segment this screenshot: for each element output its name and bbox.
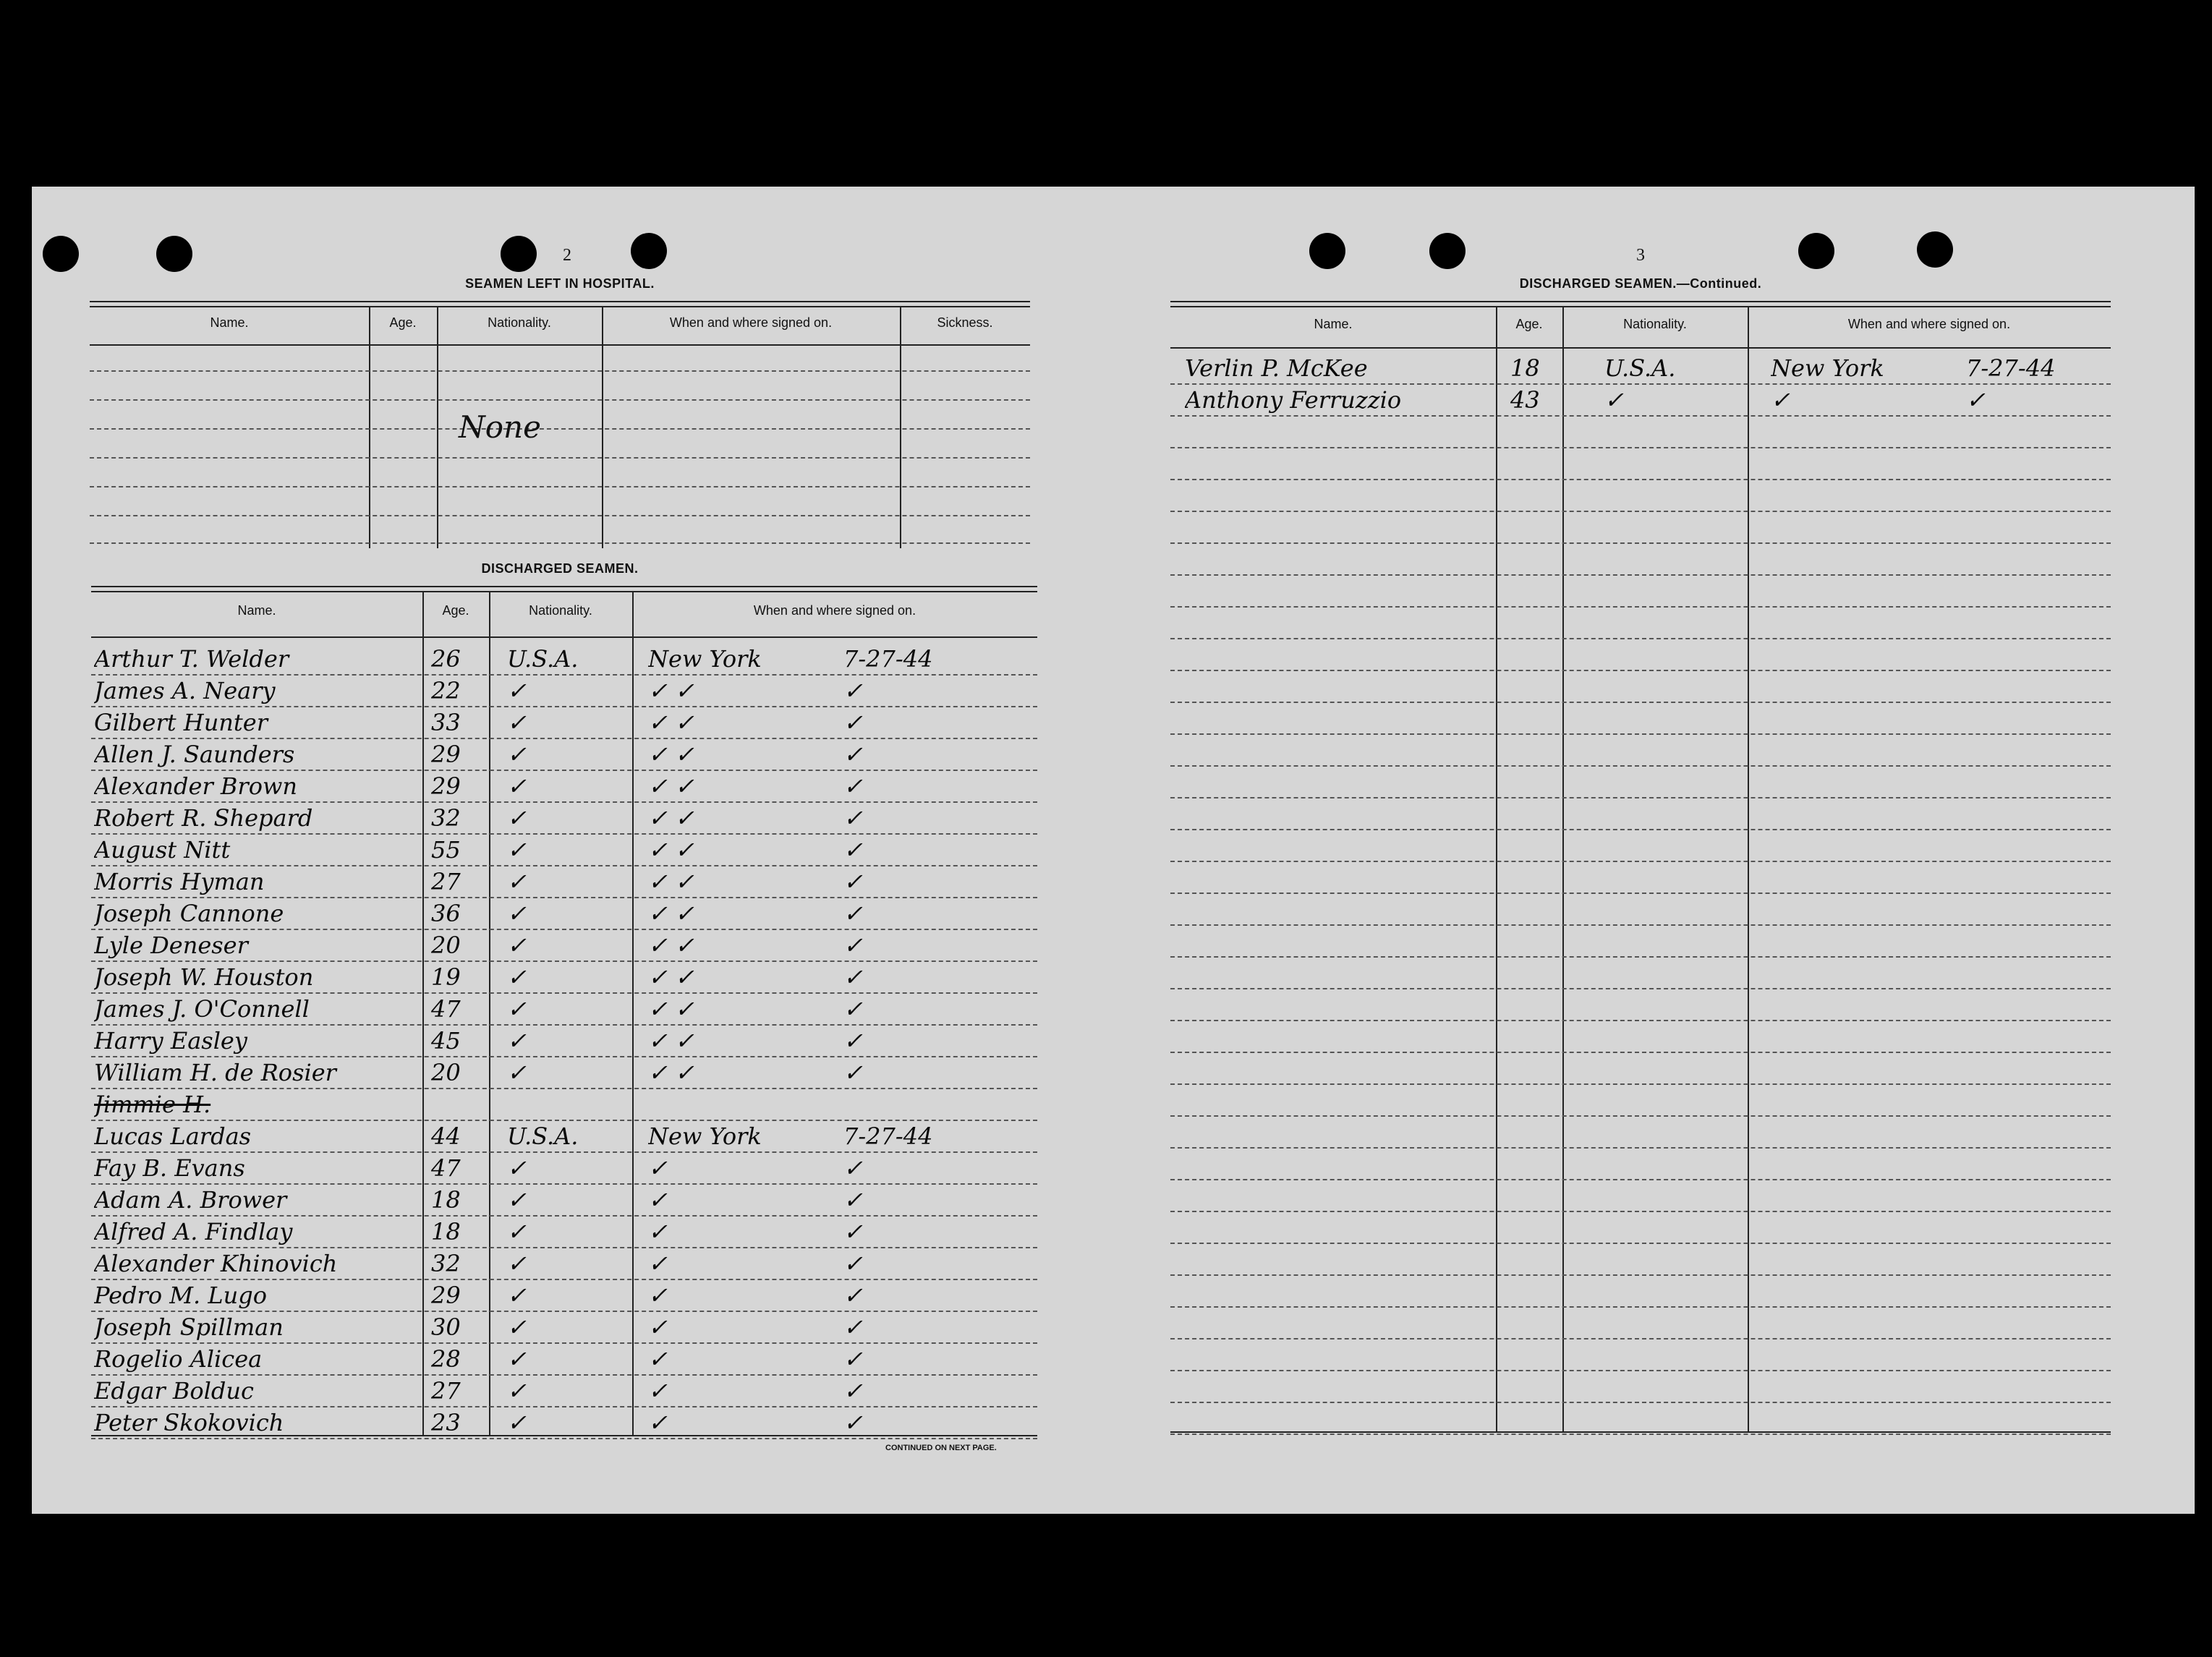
signed-on-date: ✓ bbox=[843, 1282, 863, 1309]
col-name: Name. bbox=[237, 603, 276, 618]
table-row bbox=[91, 1121, 1037, 1153]
table-row bbox=[91, 1026, 1037, 1057]
table-row bbox=[1170, 576, 2111, 608]
seaman-age: 18 bbox=[1510, 354, 1540, 382]
seaman-nationality: U.S.A. bbox=[1604, 354, 1676, 382]
table-row bbox=[1170, 1180, 2111, 1212]
seaman-nationality: ✓ bbox=[507, 1250, 527, 1277]
seaman-name: William H. de Rosier bbox=[94, 1059, 336, 1086]
seaman-nationality: ✓ bbox=[507, 1345, 527, 1373]
signed-on-place: ✓ ✓ bbox=[648, 741, 694, 768]
seaman-nationality: U.S.A. bbox=[507, 645, 579, 673]
table-row bbox=[1170, 926, 2111, 958]
left-page bbox=[90, 187, 1073, 1514]
seaman-nationality: ✓ bbox=[507, 932, 527, 959]
signed-on-place: ✓ ✓ bbox=[648, 932, 694, 959]
table-row bbox=[91, 835, 1037, 866]
seaman-nationality: ✓ bbox=[507, 1313, 527, 1341]
signed-on-place: ✓ ✓ bbox=[648, 1027, 694, 1055]
table-row bbox=[1170, 417, 2111, 448]
table-row bbox=[91, 898, 1037, 930]
col-when-where: When and where signed on. bbox=[669, 315, 833, 330]
page-number: 3 bbox=[1636, 246, 1645, 265]
seaman-nationality: ✓ bbox=[507, 1282, 527, 1309]
seaman-nationality: ✓ bbox=[507, 677, 527, 704]
col-name: Name. bbox=[210, 315, 249, 330]
signed-on-date: 7-27-44 bbox=[843, 645, 933, 673]
signed-on-date: ✓ bbox=[843, 1186, 863, 1214]
table-row bbox=[1170, 1053, 2111, 1085]
col-age: Age. bbox=[389, 315, 417, 330]
table-row bbox=[1170, 1244, 2111, 1276]
table-row bbox=[1170, 703, 2111, 735]
signed-on-place: ✓ ✓ bbox=[648, 836, 694, 864]
seaman-name: Pedro M. Lugo bbox=[94, 1282, 267, 1309]
seaman-name: Peter Skokovich bbox=[94, 1409, 284, 1436]
signed-on-date: ✓ bbox=[843, 772, 863, 800]
seaman-name: James A. Neary bbox=[94, 677, 276, 704]
seaman-age: 18 bbox=[431, 1218, 461, 1245]
col-age: Age. bbox=[442, 603, 469, 618]
table-row bbox=[1170, 830, 2111, 862]
page-number: 2 bbox=[563, 246, 571, 265]
table-row bbox=[91, 1153, 1037, 1185]
col-sickness: Sickness. bbox=[937, 315, 993, 330]
seaman-nationality: ✓ bbox=[507, 709, 527, 736]
table-row bbox=[1170, 958, 2111, 989]
seaman-nationality: ✓ bbox=[507, 1377, 527, 1405]
table-row bbox=[1170, 767, 2111, 798]
signed-on-date: ✓ bbox=[843, 900, 863, 927]
table-row bbox=[91, 930, 1037, 962]
table-row bbox=[1170, 1149, 2111, 1180]
seaman-name: Gilbert Hunter bbox=[94, 709, 268, 736]
seaman-name: Alfred A. Findlay bbox=[94, 1218, 293, 1245]
signed-on-date: ✓ bbox=[843, 804, 863, 832]
seaman-name: Alexander Khinovich bbox=[94, 1250, 338, 1277]
seaman-age: 18 bbox=[431, 1186, 461, 1214]
table-row bbox=[91, 1280, 1037, 1312]
table-row bbox=[1170, 448, 2111, 480]
signed-on-date: ✓ bbox=[843, 677, 863, 704]
table-row bbox=[1170, 608, 2111, 639]
table-row bbox=[1170, 480, 2111, 512]
seaman-nationality: ✓ bbox=[507, 995, 527, 1023]
signed-on-place: ✓ ✓ bbox=[648, 1059, 694, 1086]
col-nationality: Nationality. bbox=[529, 603, 592, 618]
seaman-nationality: ✓ bbox=[507, 963, 527, 991]
seaman-name: Lyle Deneser bbox=[94, 932, 248, 959]
signed-on-date: ✓ bbox=[843, 709, 863, 736]
seaman-nationality: ✓ bbox=[507, 741, 527, 768]
signed-on-place: ✓ bbox=[648, 1377, 668, 1405]
seaman-nationality: ✓ bbox=[507, 1218, 527, 1245]
hospital-title: SEAMEN LEFT IN HOSPITAL. bbox=[465, 276, 655, 291]
seaman-nationality: ✓ bbox=[507, 1154, 527, 1182]
seaman-nationality: ✓ bbox=[507, 772, 527, 800]
seaman-age: 20 bbox=[431, 1059, 461, 1086]
table-row bbox=[91, 644, 1037, 676]
table-row bbox=[1170, 1212, 2111, 1244]
hospital-table bbox=[90, 301, 1030, 554]
table-row bbox=[1170, 1308, 2111, 1339]
seaman-age: 43 bbox=[1510, 386, 1540, 414]
seaman-age: 23 bbox=[431, 1409, 461, 1436]
seaman-nationality: ✓ bbox=[507, 836, 527, 864]
seaman-name: Morris Hyman bbox=[94, 868, 265, 895]
signed-on-place: New York bbox=[1771, 354, 1884, 382]
continued-note: CONTINUED ON NEXT PAGE. bbox=[885, 1444, 997, 1452]
table-row bbox=[1170, 989, 2111, 1021]
seaman-nationality: U.S.A. bbox=[507, 1123, 579, 1150]
table-row bbox=[1170, 1339, 2111, 1371]
signed-on-place: ✓ bbox=[1771, 386, 1790, 414]
seaman-age: 44 bbox=[431, 1123, 461, 1150]
discharged-title: DISCHARGED SEAMEN. bbox=[481, 561, 639, 576]
table-row bbox=[1170, 671, 2111, 703]
seaman-name: Jimmie H. bbox=[94, 1091, 211, 1118]
seaman-age: 27 bbox=[431, 1377, 461, 1405]
signed-on-date: ✓ bbox=[843, 932, 863, 959]
signed-on-place: ✓ ✓ bbox=[648, 709, 694, 736]
table-row bbox=[1170, 1371, 2111, 1403]
table-row bbox=[1170, 1085, 2111, 1117]
right-page bbox=[1170, 187, 2154, 1514]
seaman-name: Verlin P. McKee bbox=[1185, 354, 1368, 382]
seaman-nationality: ✓ bbox=[1604, 386, 1624, 414]
seaman-name: Fay B. Evans bbox=[94, 1154, 245, 1182]
seaman-nationality: ✓ bbox=[507, 900, 527, 927]
continued-title: DISCHARGED SEAMEN.—Continued. bbox=[1519, 276, 1762, 291]
col-when-where: When and where signed on. bbox=[753, 603, 916, 618]
table-row bbox=[1170, 1117, 2111, 1149]
signed-on-date: ✓ bbox=[843, 1059, 863, 1086]
seaman-name: Anthony Ferruzzio bbox=[1185, 386, 1402, 414]
table-row bbox=[91, 707, 1037, 739]
discharged-table bbox=[91, 586, 1037, 1439]
seaman-age: 22 bbox=[431, 677, 461, 704]
signed-on-date: ✓ bbox=[843, 1027, 863, 1055]
signed-on-date: ✓ bbox=[843, 741, 863, 768]
table-row bbox=[1170, 385, 2111, 417]
col-when-where: When and where signed on. bbox=[1847, 317, 2011, 331]
table-row bbox=[91, 676, 1037, 707]
signed-on-date: ✓ bbox=[843, 836, 863, 864]
signed-on-date: ✓ bbox=[843, 1218, 863, 1245]
table-row bbox=[1170, 353, 2111, 385]
signed-on-place: ✓ ✓ bbox=[648, 963, 694, 991]
signed-on-place: ✓ ✓ bbox=[648, 995, 694, 1023]
seaman-name: August Nitt bbox=[94, 836, 231, 864]
signed-on-place: ✓ ✓ bbox=[648, 900, 694, 927]
seaman-age: 55 bbox=[431, 836, 461, 864]
table-row bbox=[91, 803, 1037, 835]
seaman-age: 33 bbox=[431, 709, 461, 736]
signed-on-place: ✓ bbox=[648, 1186, 668, 1214]
table-row bbox=[1170, 544, 2111, 576]
table-row bbox=[91, 866, 1037, 898]
table-row bbox=[91, 1312, 1037, 1344]
seaman-nationality: ✓ bbox=[507, 1059, 527, 1086]
table-row bbox=[91, 1089, 1037, 1121]
seaman-name: Harry Easley bbox=[94, 1027, 247, 1055]
signed-on-place: ✓ bbox=[648, 1218, 668, 1245]
table-row bbox=[1170, 639, 2111, 671]
table-row bbox=[91, 1344, 1037, 1376]
signed-on-date: ✓ bbox=[843, 1377, 863, 1405]
seaman-nationality: ✓ bbox=[507, 804, 527, 832]
seaman-age: 47 bbox=[431, 1154, 461, 1182]
seaman-age: 47 bbox=[431, 995, 461, 1023]
seaman-age: 27 bbox=[431, 868, 461, 895]
seaman-name: Arthur T. Welder bbox=[94, 645, 289, 673]
table-row bbox=[1170, 1021, 2111, 1053]
seaman-age: 29 bbox=[431, 1282, 461, 1309]
signed-on-place: ✓ bbox=[648, 1345, 668, 1373]
hospital-none-note: None bbox=[459, 409, 541, 445]
signed-on-place: ✓ ✓ bbox=[648, 804, 694, 832]
seaman-age: 29 bbox=[431, 772, 461, 800]
signed-on-place: New York bbox=[648, 645, 762, 673]
seaman-name: Alexander Brown bbox=[94, 772, 297, 800]
seaman-name: Lucas Lardas bbox=[94, 1123, 252, 1150]
seaman-age: 30 bbox=[431, 1313, 461, 1341]
signed-on-place: ✓ ✓ bbox=[648, 772, 694, 800]
signed-on-place: ✓ bbox=[648, 1154, 668, 1182]
signed-on-place: New York bbox=[648, 1123, 762, 1150]
signed-on-date: ✓ bbox=[843, 1154, 863, 1182]
table-row bbox=[91, 962, 1037, 994]
table-row bbox=[91, 994, 1037, 1026]
seaman-age: 45 bbox=[431, 1027, 461, 1055]
seaman-nationality: ✓ bbox=[507, 868, 527, 895]
signed-on-place: ✓ ✓ bbox=[648, 868, 694, 895]
seaman-name: James J. O'Connell bbox=[94, 995, 310, 1023]
punch-hole bbox=[43, 236, 79, 272]
signed-on-date: ✓ bbox=[843, 868, 863, 895]
seaman-age: 29 bbox=[431, 741, 461, 768]
col-nationality: Nationality. bbox=[488, 315, 551, 330]
table-row bbox=[1170, 1403, 2111, 1435]
seaman-age: 28 bbox=[431, 1345, 461, 1373]
seaman-age: 32 bbox=[431, 1250, 461, 1277]
seaman-name: Rogelio Alicea bbox=[94, 1345, 263, 1373]
signed-on-place: ✓ ✓ bbox=[648, 677, 694, 704]
seaman-nationality: ✓ bbox=[507, 1409, 527, 1436]
table-row bbox=[1170, 862, 2111, 894]
signed-on-date: ✓ bbox=[843, 1313, 863, 1341]
signed-on-date: ✓ bbox=[843, 1345, 863, 1373]
seaman-nationality: ✓ bbox=[507, 1027, 527, 1055]
signed-on-date: 7-27-44 bbox=[1966, 354, 2056, 382]
signed-on-place: ✓ bbox=[648, 1282, 668, 1309]
col-age: Age. bbox=[1515, 317, 1543, 331]
seaman-name: Joseph Spillman bbox=[94, 1313, 284, 1341]
seaman-age: 36 bbox=[431, 900, 461, 927]
table-row bbox=[91, 1376, 1037, 1407]
signed-on-date: 7-27-44 bbox=[843, 1123, 933, 1150]
signed-on-place: ✓ bbox=[648, 1409, 668, 1436]
signed-on-date: ✓ bbox=[843, 1409, 863, 1436]
ledger-paper bbox=[32, 187, 2195, 1514]
signed-on-date: ✓ bbox=[1966, 386, 1986, 414]
table-row bbox=[1170, 512, 2111, 544]
seaman-nationality: ✓ bbox=[507, 1186, 527, 1214]
signed-on-date: ✓ bbox=[843, 1250, 863, 1277]
table-row bbox=[91, 1185, 1037, 1217]
table-row bbox=[1170, 735, 2111, 767]
seaman-name: Robert R. Shepard bbox=[94, 804, 313, 832]
seaman-age: 32 bbox=[431, 804, 461, 832]
seaman-name: Allen J. Saunders bbox=[94, 741, 295, 768]
table-row bbox=[91, 1248, 1037, 1280]
seaman-age: 19 bbox=[431, 963, 461, 991]
signed-on-place: ✓ bbox=[648, 1250, 668, 1277]
table-row bbox=[91, 1057, 1037, 1089]
table-row bbox=[91, 1217, 1037, 1248]
signed-on-date: ✓ bbox=[843, 995, 863, 1023]
table-row bbox=[91, 771, 1037, 803]
col-name: Name. bbox=[1314, 317, 1353, 331]
seaman-age: 26 bbox=[431, 645, 461, 673]
continued-table bbox=[1170, 301, 2111, 1436]
table-row bbox=[1170, 798, 2111, 830]
seaman-name: Joseph Cannone bbox=[94, 900, 284, 927]
seaman-name: Edgar Bolduc bbox=[94, 1377, 254, 1405]
seaman-name: Adam A. Brower bbox=[94, 1186, 287, 1214]
seaman-age: 20 bbox=[431, 932, 461, 959]
seaman-name: Joseph W. Houston bbox=[94, 963, 314, 991]
table-row bbox=[91, 739, 1037, 771]
table-row bbox=[1170, 894, 2111, 926]
col-nationality: Nationality. bbox=[1623, 317, 1687, 331]
signed-on-date: ✓ bbox=[843, 963, 863, 991]
table-row bbox=[1170, 1276, 2111, 1308]
signed-on-place: ✓ bbox=[648, 1313, 668, 1341]
